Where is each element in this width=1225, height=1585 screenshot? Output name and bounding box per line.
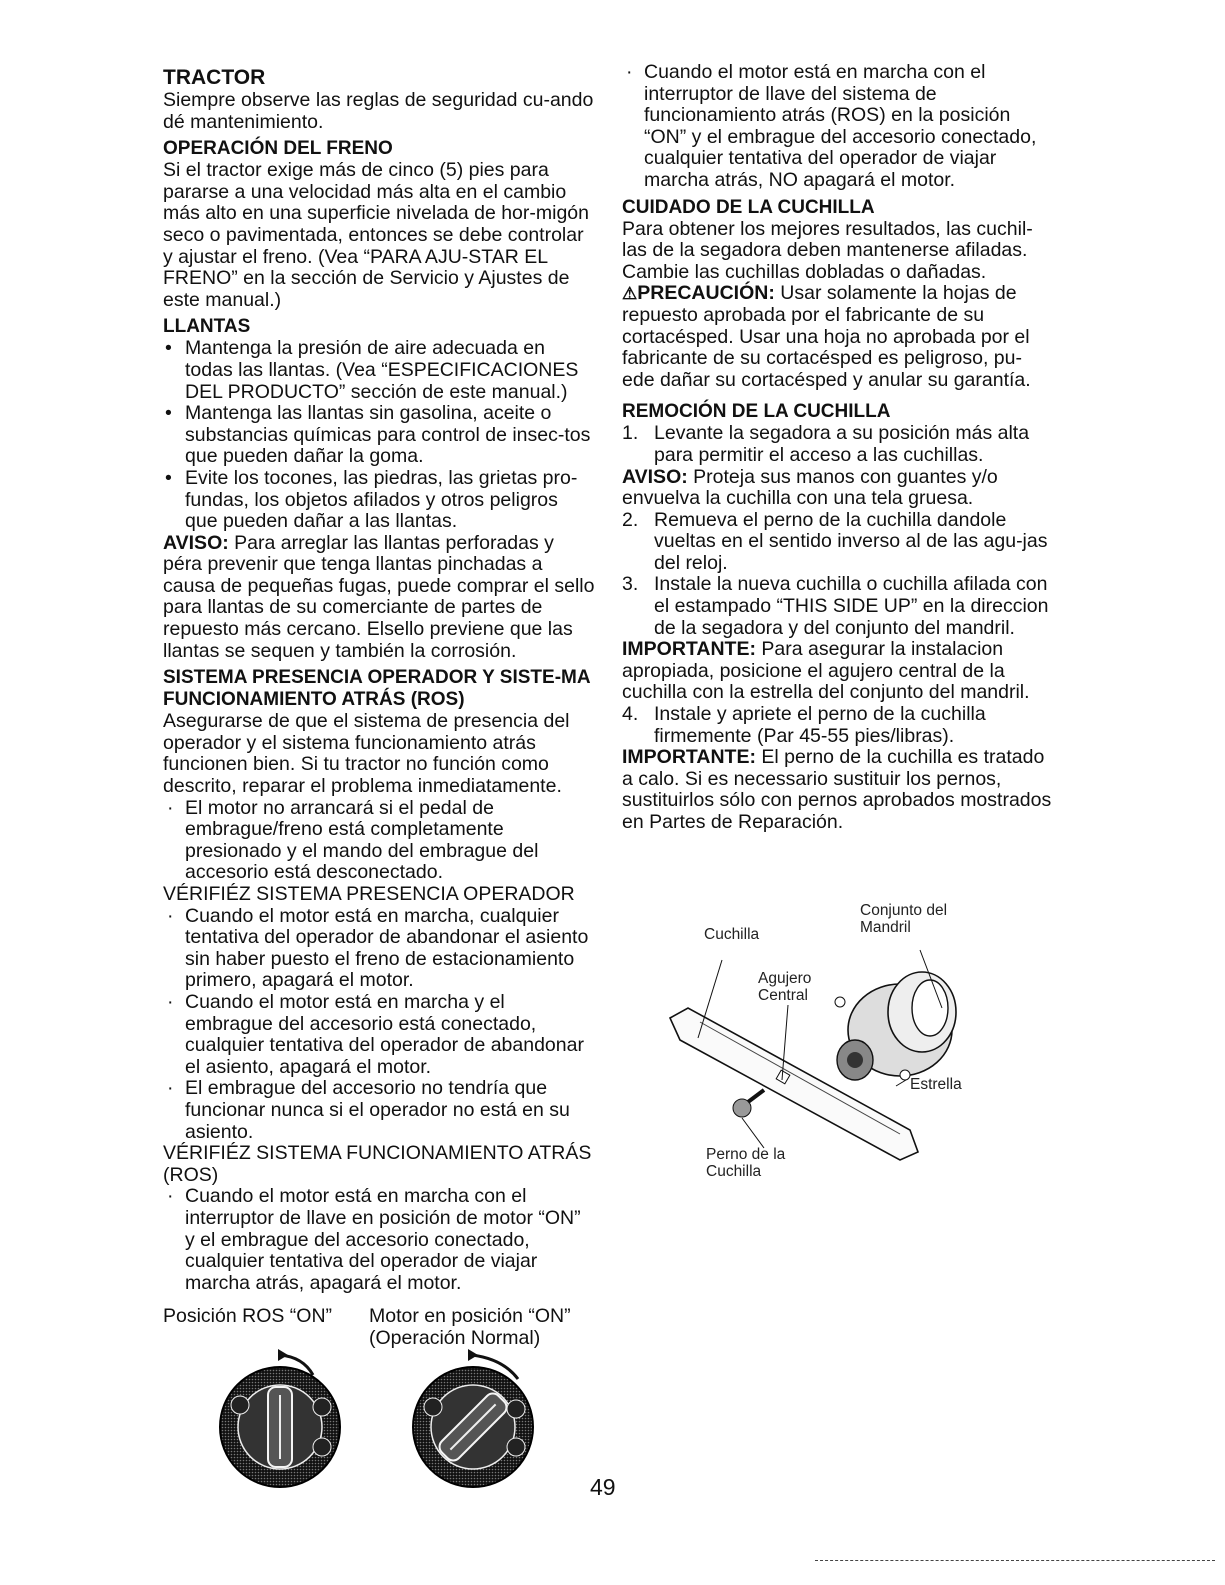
llantas-list xyxy=(163,338,595,532)
llantas-aviso xyxy=(163,533,595,663)
ignition-knobs-illustration xyxy=(218,1345,548,1505)
ros-heading: SISTEMA PRESENCIA OPERADOR Y SISTE-MA FUNCIONAMIENTO ATRÁS (ROS) xyxy=(163,667,590,711)
freno-text: Si el tractor exige más de cinco (5) pies para pararse a una velocidad más alta en el cambio más alto en una superficie nivelada de hor-migón seco o pavimentada, entonces se debe controlar y ajustar el freno. (Vea “PARA AJU-STAR EL FRENO” en la sección de Servicio y Ajustes de este manual.) xyxy=(163,159,590,311)
func-list xyxy=(163,1186,595,1294)
knob-motor-on-icon xyxy=(413,1349,533,1487)
page-number: 49 xyxy=(590,1474,616,1500)
list-item: • Evite los tocones, las piedras, las grietas pro-fundas, los objetos afilados y otros peligros que pueden dañar a las llantas. xyxy=(163,468,595,533)
step-item xyxy=(622,704,1054,747)
llantas-heading: LLANTAS xyxy=(163,316,251,338)
step-item xyxy=(622,574,1054,639)
step-item xyxy=(622,510,1054,575)
importante-text: El perno de la cuchilla es tratado a calo. Si es necessario sustituir los pernos, sustituirlos sólo con pernos aprobados mostrados en Partes de Reparación. xyxy=(622,746,1052,833)
precaucion-label: PRECAUCIÓN: xyxy=(637,282,775,305)
steps-list-b xyxy=(622,510,1054,640)
agujero-central-label: Agujero Central xyxy=(758,970,812,1004)
remocion-heading: REMOCIÓN DE LA CUCHILLA xyxy=(622,401,891,423)
list-item: · El embrague del accesorio no tendría que funcionar nunca si el operador no está en su asiento. xyxy=(163,1078,595,1143)
aviso-label: AVISO: xyxy=(163,531,229,554)
footer-rule xyxy=(815,1560,1215,1561)
verif-presencia-heading: VÉRIFIÉZ SISTEMA PRESENCIA OPERADOR xyxy=(163,883,575,905)
steps-list-a xyxy=(622,423,1054,466)
step-item xyxy=(622,423,1054,466)
list-item: · Cuando el motor está en marcha con el interruptor de llave del sistema de funcionamiento atrás (ROS) en la posición “ON” y el embrague del accesorio conectado, cualquier tentativa del operador de viajar marcha atrás, NO apagará el motor. xyxy=(622,62,1054,192)
list-item: · Cuando el motor está en marcha, cualquier tentativa del operador de abandonar el asiento sin haber puesto el freno de estacionamiento primero, apagará el motor. xyxy=(163,906,595,992)
step-text: Levante la segadora a su posición más alta para permitir el acceso a las cuchillas. xyxy=(654,422,1030,466)
tractor-heading: TRACTOR xyxy=(163,66,266,89)
conjunto-mandril-label: Conjunto del Mandril xyxy=(860,902,948,936)
verif-func-heading: VÉRIFIÉZ SISTEMA FUNCIONAMIENTO ATRÁS (ROS) xyxy=(163,1142,592,1186)
presencia-list xyxy=(163,906,595,1144)
aviso-text: Para arreglar las llantas perforadas y péra prevenir que tenga llantas pinchadas a causa de pequeñas fugas, puede comprar el sello para llantas de su comerciante de partes de repuesto más cercano. Elsello previene que las llantas se sequen y también la corrosión. xyxy=(163,531,595,662)
importante-note-1 xyxy=(622,639,1054,704)
warning-icon: ⚠ xyxy=(622,284,638,304)
estrella-label: Estrella xyxy=(910,1076,962,1093)
remocion-aviso xyxy=(622,467,1054,510)
step-number: 3. xyxy=(622,573,639,596)
step-number: 1. xyxy=(622,422,639,445)
cuidado-heading: CUIDADO DE LA CUCHILLA xyxy=(622,196,875,218)
knob-ros-on-icon xyxy=(220,1349,340,1487)
ros-text: Asegurarse de que el sistema de presencia del operador y el sistema funcionamiento atrás funcionen bien. Si tu tractor no función como descrito, reparar el problema inmediatamente. xyxy=(163,710,570,798)
importante-note-2 xyxy=(622,747,1054,833)
step-text: Instale y apriete el perno de la cuchilla firmemente (Par 45-55 pies/libras). xyxy=(654,703,986,747)
ros-on-label: Posición ROS “ON” xyxy=(163,1305,333,1328)
importante-label: IMPORTANTE: xyxy=(622,638,756,661)
tractor-text: Siempre observe las reglas de seguridad cu-ando dé mantenimiento. xyxy=(163,89,594,133)
step-text: Remueva el perno de la cuchilla dandole vueltas en el sentido inverso al de las agu-jas del reloj. xyxy=(654,508,1048,574)
list-item: · Cuando el motor está en marcha con el interruptor de llave en posición de motor “ON” y el embrague del accesorio conectado, cualquier tentativa del operador de viajar marcha atrás, apagará el motor. xyxy=(163,1186,595,1294)
mandrel-assembly-icon xyxy=(835,972,956,1080)
importante-text: Para asegurar la instalacion apropiada, posicione el agujero central de la cuchilla con la estrella del conjunto del mandril. xyxy=(622,638,1030,704)
list-item: • Mantenga las llantas sin gasolina, aceite o substancias químicas para control de insec-tos que pueden dañar la goma. xyxy=(163,403,595,468)
precaucion-note xyxy=(622,283,1054,391)
steps-list-c xyxy=(622,704,1054,747)
freno-heading: OPERACIÓN DEL FRENO xyxy=(163,138,393,160)
blade-bolt-icon xyxy=(733,1090,764,1117)
aviso-text: Proteja sus manos con guantes y/o envuelva la cuchilla con una tela gruesa. xyxy=(622,465,998,510)
perno-label: Perno de la Cuchilla xyxy=(706,1146,786,1180)
left-column xyxy=(163,62,595,1356)
blade-assembly-figure xyxy=(660,890,1000,1190)
list-item: • Mantenga la presión de aire adecuada en todas las llantas. (Vea “ESPECIFICACIONES DEL PRODUCTO” sección de este manual.) xyxy=(163,338,595,403)
ros-continued-list xyxy=(622,62,1054,192)
ros-list xyxy=(163,798,595,884)
step-text: Instale la nueva cuchilla o cuchilla afilada con el estampado “THIS SIDE UP” en la direccion de la segadora y del conjunto del mandril. xyxy=(654,573,1049,639)
list-item: · El motor no arrancará si el pedal de embrague/freno está completamente presionado y el mando del embrague del accesorio está desconectado. xyxy=(163,798,595,884)
importante-label: IMPORTANTE: xyxy=(622,746,756,769)
precaucion-text: Usar solamente la hojas de repuesto aprobada por el fabricante de su cortacésped. Usar una hoja no aprobada por el fabricante de su cortacésped es peligroso, pu-ede dañar su cortacésped y anular su garantía. xyxy=(622,282,1031,391)
motor-on-label: Motor en posición “ON” (Operación Normal) xyxy=(369,1305,571,1349)
step-number: 4. xyxy=(622,703,639,726)
step-number: 2. xyxy=(622,508,639,531)
aviso-label: AVISO: xyxy=(622,465,688,488)
cuchilla-label: Cuchilla xyxy=(704,926,760,943)
right-column xyxy=(622,62,1054,834)
list-item: · Cuando el motor está en marcha y el embrague del accesorio está conectado, cualquier tentativa del operador de abandonar el asiento, apagará el motor. xyxy=(163,992,595,1078)
cuidado-text: Para obtener los mejores resultados, las cuchil-las de la segadora deben mantenerse afiladas. Cambie las cuchillas dobladas o dañadas. xyxy=(622,217,1033,283)
